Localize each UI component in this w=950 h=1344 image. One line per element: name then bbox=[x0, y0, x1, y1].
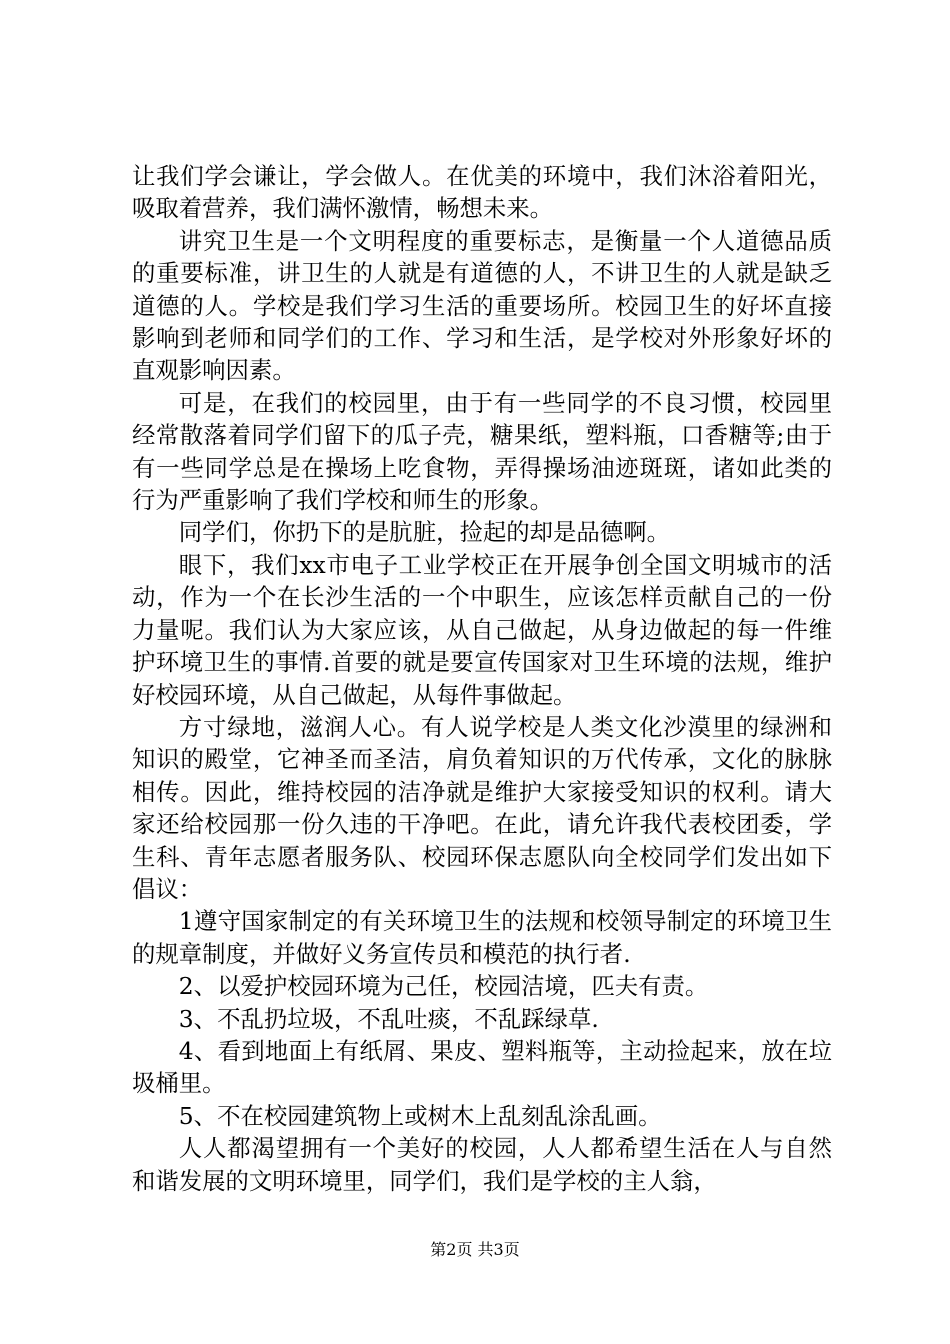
proposal-item-3: 3、不乱扔垃圾，不乱吐痰，不乱踩绿草. bbox=[178, 1004, 599, 1033]
proposal-item-5: 5、不在校园建筑物上或树木上乱刻乱涂乱画。 bbox=[178, 1101, 662, 1130]
paragraph-2: 讲究卫生是一个文明程度的重要标志，是衡量一个人道德品质的重要标准，讲卫生的人就是有道德的人，不讲卫生的人就是缺乏道德的人。学校是我们学习生活的重要场所。校园卫生的好坏直接影响到老师和同学们的工作、学习和生活，是学校对外形象好坏的直观影响因素。 bbox=[132, 226, 832, 385]
proposal-item-4: 4、看到地面上有纸屑、果皮、塑料瓶等，主动捡起来，放在垃圾桶里。 bbox=[132, 1036, 832, 1098]
page-number: 第2页 共3页 bbox=[430, 1240, 520, 1259]
paragraph-5: 眼下，我们xx市电子工业学校正在开展争创全国文明城市的活动，作为一个在长沙生活的一个中职生，应该怎样贡献自己的一份力量呢。我们认为大家应该，从自己做起，从身边做起的每一件维护环境卫生的事情.首要的就是要宣传国家对卫生环境的法规，维护好校园环境，从自己做起，从每件事做起。 bbox=[132, 550, 832, 709]
proposal-item-2: 2、以爱护校园环境为己任，校园洁境，匹夫有责。 bbox=[178, 972, 709, 1001]
proposal-item-1: 1遵守国家制定的有关环境卫生的法规和校领导制定的环境卫生的规章制度，并做好义务宣传员和模范的执行者. bbox=[132, 907, 832, 968]
paragraph-1: 让我们学会谦让，学会做人。在优美的环境中，我们沐浴着阳光，吸取着营养，我们满怀激情，畅想未来。 bbox=[132, 162, 832, 223]
document-body bbox=[132, 160, 832, 1197]
paragraph-4: 同学们，你扔下的是肮脏，捡起的却是品德啊。 bbox=[178, 518, 670, 547]
paragraph-6: 方寸绿地，滋润人心。有人说学校是人类文化沙漠里的绿洲和知识的殿堂，它神圣而圣洁，肩负着知识的万代传承，文化的脉脉相传。因此，维持校园的洁净就是维护大家接受知识的权利。请大家还给校园那一份久违的干净吧。在此，请允许我代表校团委，学生科、青年志愿者服务队、校园环保志愿队向全校同学们发出如下倡议： bbox=[132, 712, 832, 903]
paragraph-3: 可是，在我们的校园里，由于有一些同学的不良习惯，校园里经常散落着同学们留下的瓜子壳，糖果纸，塑料瓶，口香糖等;由于有一些同学总是在操场上吃食物，弄得操场油迹斑斑，诸如此类的行为严重影响了我们学校和师生的形象。 bbox=[132, 388, 832, 515]
paragraph-closing: 人人都渴望拥有一个美好的校园，人人都希望生活在人与自然和谐发展的文明环境里，同学们，我们是学校的主人翁， bbox=[132, 1134, 832, 1195]
